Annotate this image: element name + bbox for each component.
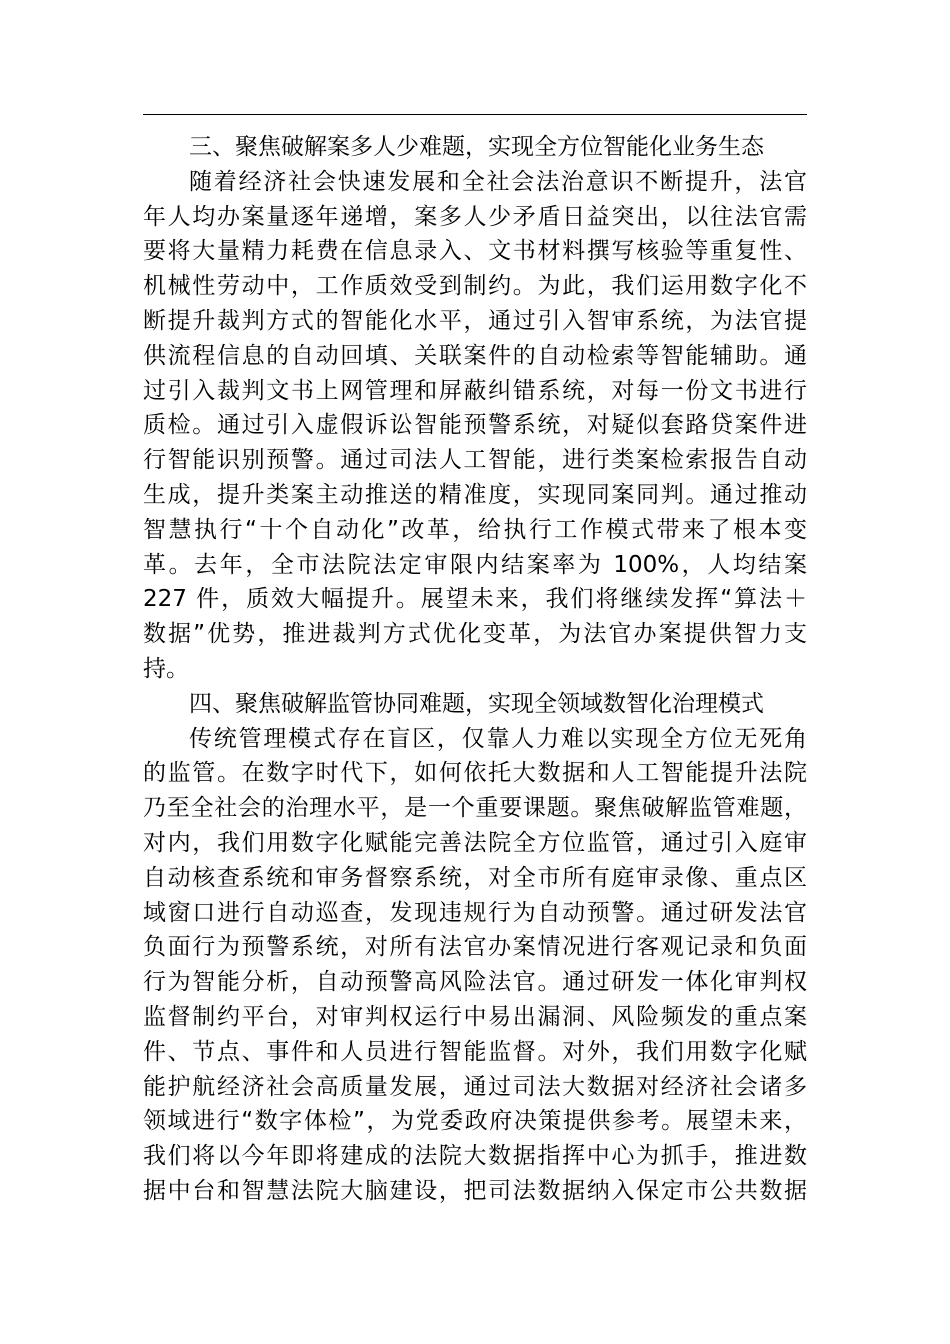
paragraph-line: 年人均办案量逐年递增，案多人少矛盾日益突出，以往法官需 bbox=[143, 203, 807, 230]
paragraph-line: 行智能识别预警。通过司法人工智能，进行类案检索报告自动 bbox=[143, 447, 807, 474]
paragraph-line: 革。去年，全市法院法定审限内结案率为 100%，人均结案 bbox=[143, 551, 807, 578]
section-heading-3: 三、聚焦破解案多人少难题，实现全方位智能化业务生态 bbox=[189, 134, 764, 160]
paragraph-line: 质检。通过引入虚假诉讼智能预警系统，对疑似套路贷案件进 bbox=[143, 412, 807, 439]
paragraph-line: 227 件，质效大幅提升。展望未来，我们将继续发挥“算法＋ bbox=[143, 586, 807, 613]
paragraph-line: 域窗口进行自动巡查，发现违规行为自动预警。通过研发法官 bbox=[143, 899, 807, 926]
paragraph-line: 供流程信息的自动回填、关联案件的自动检索等智能辅助。通 bbox=[143, 342, 807, 369]
paragraph-line: 据中台和智慧法院大脑建设，把司法数据纳入保定市公共数据 bbox=[143, 1177, 807, 1204]
paragraph-line: 传统管理模式存在盲区，仅靠人力难以实现全方位无死角 bbox=[189, 725, 807, 752]
paragraph-line: 机械性劳动中，工作质效受到制约。为此，我们运用数字化不 bbox=[143, 273, 807, 300]
document-body bbox=[143, 130, 807, 1209]
paragraph-line: 断提升裁判方式的智能化水平，通过引入智审系统，为法官提 bbox=[143, 307, 807, 334]
header-rule bbox=[143, 114, 807, 115]
paragraph-line: 随着经济社会快速发展和全社会法治意识不断提升，法官 bbox=[189, 168, 807, 195]
paragraph-line: 生成，提升类案主动推送的精准度，实现同案同判。通过推动 bbox=[143, 481, 807, 508]
paragraph-line: 过引入裁判文书上网管理和屏蔽纠错系统，对每一份文书进行 bbox=[143, 377, 807, 404]
paragraph-line: 的监管。在数字时代下，如何依托大数据和人工智能提升法院 bbox=[143, 760, 807, 787]
paragraph-line: 数据”优势，推进裁判方式优化变革，为法官办案提供智力支 bbox=[143, 621, 807, 648]
paragraph-line: 乃至全社会的治理水平，是一个重要课题。聚焦破解监管难题， bbox=[143, 795, 807, 822]
paragraph-line: 智慧执行“十个自动化”改革，给执行工作模式带来了根本变 bbox=[143, 516, 807, 543]
paragraph-line: 对内，我们用数字化赋能完善法院全方位监管，通过引入庭审 bbox=[143, 829, 807, 856]
paragraph-line: 我们将以今年即将建成的法院大数据指挥中心为抓手，推进数 bbox=[143, 1143, 807, 1170]
paragraph-line: 要将大量精力耗费在信息录入、文书材料撰写核验等重复性、 bbox=[143, 238, 807, 265]
paragraph-line: 负面行为预警系统，对所有法官办案情况进行客观记录和负面 bbox=[143, 934, 807, 961]
paragraph-line: 持。 bbox=[143, 655, 189, 682]
paragraph-line: 自动核查系统和审务督察系统，对全市所有庭审录像、重点区 bbox=[143, 864, 807, 891]
section-heading-4: 四、聚焦破解监管协同难题，实现全领域数智化治理模式 bbox=[189, 690, 764, 717]
paragraph-line: 行为智能分析，自动预警高风险法官。通过研发一体化审判权 bbox=[143, 969, 807, 996]
paragraph-line: 件、节点、事件和人员进行智能监督。对外，我们用数字化赋 bbox=[143, 1038, 807, 1065]
paragraph-line: 领域进行“数字体检”，为党委政府决策提供参考。展望未来， bbox=[143, 1108, 807, 1135]
paragraph-line: 监督制约平台，对审判权运行中易出漏洞、风险频发的重点案 bbox=[143, 1003, 807, 1030]
paragraph-line: 能护航经济社会高质量发展，通过司法大数据对经济社会诸多 bbox=[143, 1073, 807, 1100]
